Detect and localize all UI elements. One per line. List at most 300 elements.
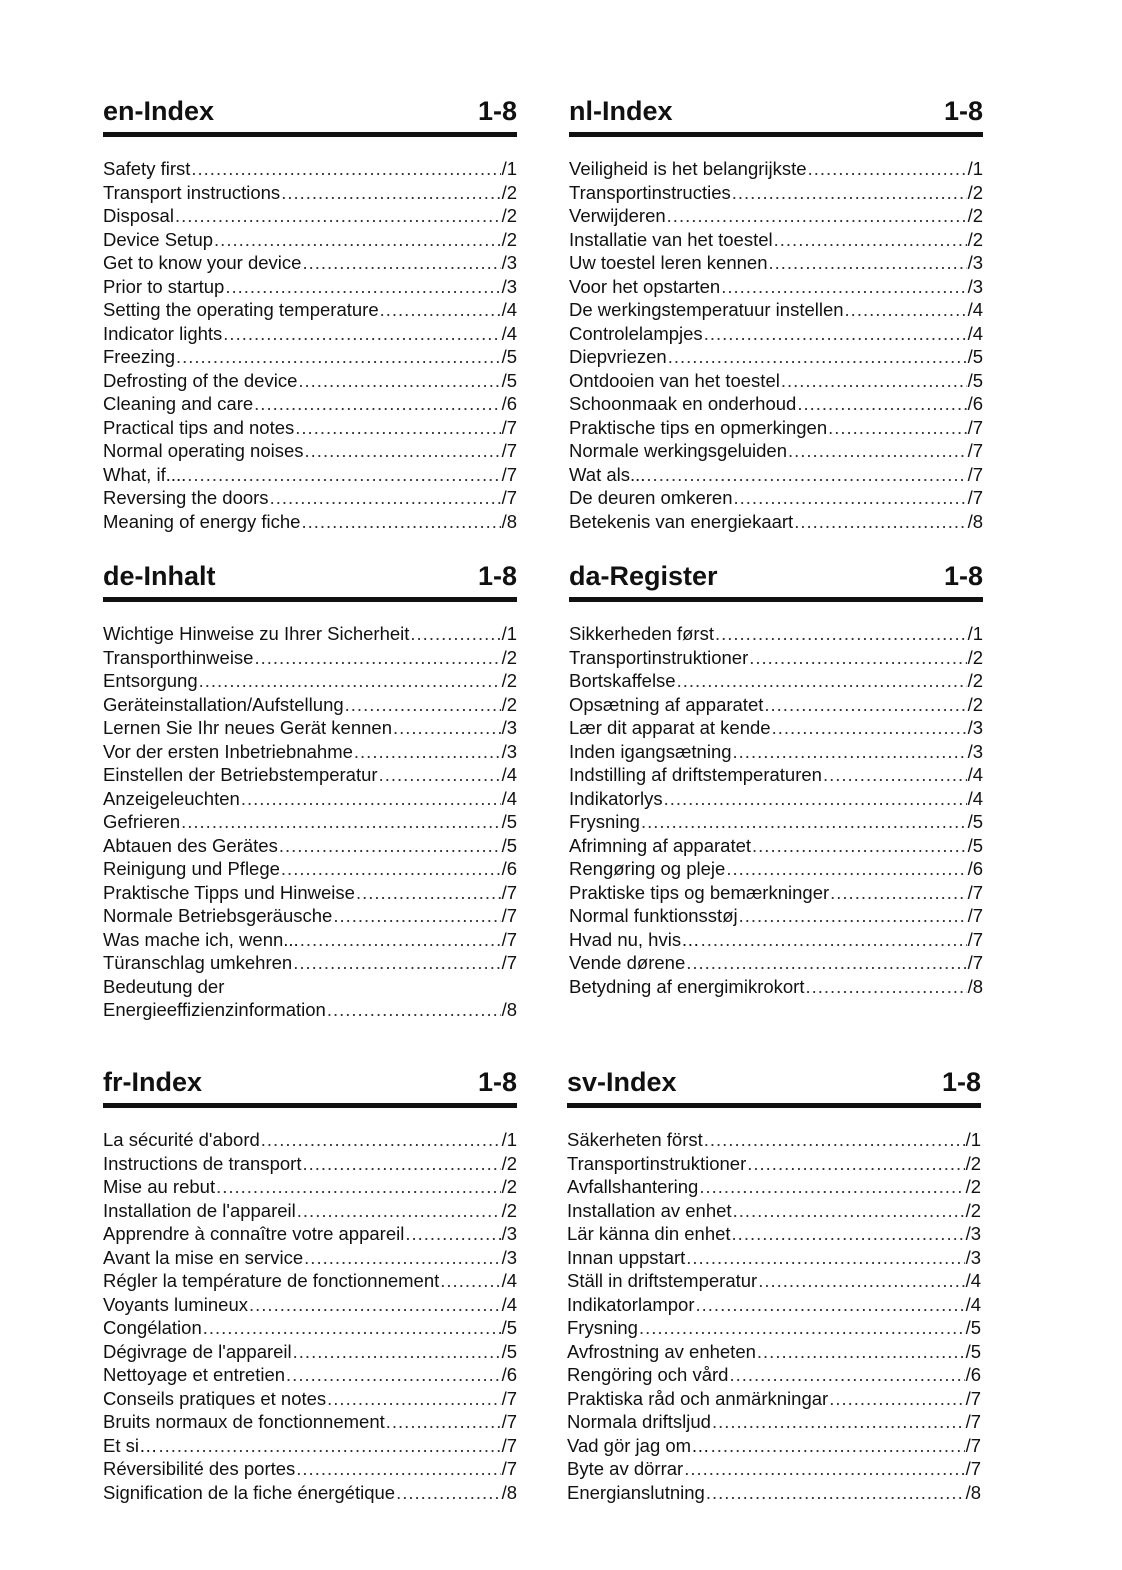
toc-entry-page: /7 <box>501 881 517 903</box>
dot-leader <box>805 975 966 999</box>
toc-entry-page: /3 <box>965 1223 981 1244</box>
dot-leader <box>281 181 500 205</box>
toc-entry-label: Türanschlag umkehren <box>103 952 293 973</box>
toc-entry-label: Indicator lights <box>103 322 223 344</box>
toc-entry <box>103 975 517 999</box>
toc-entry <box>103 204 517 228</box>
dot-leader <box>304 1246 500 1270</box>
toc-entry-label: Normale werkingsgeluiden <box>569 440 787 461</box>
dot-leader <box>249 1293 501 1317</box>
dot-leader <box>440 1269 500 1293</box>
toc-entry-label: Indikatorlys <box>569 787 663 809</box>
toc-entry-page: /4 <box>967 299 983 320</box>
toc-entry <box>569 416 983 440</box>
toc-entry-page: /8 <box>965 1481 981 1503</box>
toc-entry-label: Wat als... <box>569 463 646 485</box>
toc-entry <box>103 322 517 346</box>
toc-entry <box>103 1387 517 1411</box>
toc-list <box>569 622 983 998</box>
toc-entry-page: /2 <box>967 205 983 226</box>
toc-entry-page: /6 <box>501 1364 517 1385</box>
toc-entry-page: /8 <box>501 510 517 532</box>
dot-leader <box>396 1481 500 1505</box>
toc-entry <box>569 204 983 228</box>
dot-leader <box>712 1410 965 1434</box>
toc-section-sv <box>567 1067 981 1504</box>
toc-entry <box>103 622 517 646</box>
dot-leader <box>646 463 966 487</box>
toc-entry <box>103 881 517 905</box>
toc-entry-label: Ställ in driftstemperatur <box>567 1270 758 1291</box>
toc-entry-page: /4 <box>965 1293 981 1315</box>
toc-entry <box>567 1481 981 1505</box>
toc-entry <box>569 928 983 952</box>
toc-entry-page: /7 <box>967 952 983 973</box>
toc-entry-label: Cleaning and care <box>103 393 254 414</box>
toc-entry-page: /8 <box>967 510 983 532</box>
toc-entry-page: /7 <box>967 928 983 950</box>
toc-entry-page: /7 <box>967 440 983 461</box>
toc-entry <box>103 228 517 252</box>
toc-entry <box>569 881 983 905</box>
toc-entry-page: /7 <box>501 1387 517 1409</box>
dot-leader <box>828 416 966 440</box>
toc-entry-page: /6 <box>965 1364 981 1385</box>
toc-entry-label: Frysning <box>569 811 640 832</box>
toc-entry-page: /6 <box>967 858 983 879</box>
toc-entry-page: /5 <box>501 1317 517 1338</box>
dot-leader <box>293 1340 501 1364</box>
dot-leader <box>808 157 967 181</box>
dot-leader <box>704 1128 965 1152</box>
toc-entry <box>103 904 517 928</box>
toc-entry-page: /4 <box>967 322 983 344</box>
dot-leader <box>758 1269 964 1293</box>
dot-leader <box>345 693 501 717</box>
dot-leader <box>768 251 966 275</box>
toc-entry-page: /8 <box>501 1481 517 1503</box>
dot-leader <box>380 298 501 322</box>
toc-entry-page: /1 <box>965 1129 981 1150</box>
toc-entry <box>103 763 517 787</box>
dot-leader <box>696 1293 965 1317</box>
toc-entry-page: /2 <box>967 181 983 203</box>
dot-leader <box>254 392 500 416</box>
toc-entry <box>103 1128 517 1152</box>
toc-entry-label: Entsorgung <box>103 670 198 691</box>
toc-entry-label: Afrimning af apparatet <box>569 834 752 856</box>
toc-entry-page: /5 <box>501 346 517 367</box>
toc-entry-label: Reversing the doors <box>103 487 269 508</box>
dot-leader <box>158 1434 500 1458</box>
dot-leader <box>297 1199 501 1223</box>
section-header <box>103 561 517 602</box>
toc-entry <box>567 1457 981 1481</box>
dot-leader <box>223 322 500 346</box>
dot-leader <box>176 345 501 369</box>
toc-entry-label: Was mache ich, wenn... <box>103 928 299 950</box>
toc-entry-page: /4 <box>501 299 517 320</box>
toc-entry-label: Normal funktionsstøj <box>569 905 738 926</box>
dot-leader <box>279 834 501 858</box>
dot-leader <box>699 1175 964 1199</box>
toc-entry-page: /8 <box>967 975 983 997</box>
toc-entry <box>569 646 983 670</box>
toc-entry <box>569 298 983 322</box>
toc-entry <box>567 1128 981 1152</box>
toc-entry <box>569 975 983 999</box>
toc-entry-page: /2 <box>967 693 983 715</box>
toc-entry-label: Transportinstructies <box>569 181 731 203</box>
toc-entry <box>103 928 517 952</box>
toc-list <box>103 622 517 1022</box>
toc-entry <box>569 740 983 764</box>
dot-leader <box>175 204 501 228</box>
toc-entry-page: /3 <box>967 740 983 762</box>
toc-entry-label: Voor het opstarten <box>569 275 721 297</box>
dot-leader <box>327 998 501 1022</box>
toc-entry-page: /3 <box>501 1246 517 1268</box>
dot-leader <box>677 669 967 693</box>
toc-entry <box>569 810 983 834</box>
section-title: de-Inhalt <box>103 561 216 591</box>
toc-entry-label: Indikatorlampor <box>567 1293 695 1315</box>
toc-entry <box>569 181 983 205</box>
dot-leader <box>711 1434 965 1458</box>
toc-entry-label: Geräteinstallation/Aufstellung <box>103 693 344 715</box>
toc-entry <box>103 157 517 181</box>
toc-entry <box>103 345 517 369</box>
toc-entry-label: Setting the operating temperature <box>103 299 379 320</box>
toc-entry-label: Byte av dörrar <box>567 1458 684 1479</box>
toc-entry-page: /3 <box>967 275 983 297</box>
toc-entry <box>569 510 983 534</box>
toc-entry-page: /7 <box>967 487 983 508</box>
dot-leader <box>829 1387 964 1411</box>
dot-leader <box>302 251 500 275</box>
dot-leader <box>772 716 967 740</box>
dot-leader <box>757 1340 965 1364</box>
toc-section-nl <box>569 96 983 533</box>
toc-entry <box>569 693 983 717</box>
toc-entry-page: /6 <box>501 858 517 879</box>
dot-leader <box>639 1316 965 1340</box>
toc-entry-label: Réversibilité des portes <box>103 1458 296 1479</box>
toc-entry-page: /5 <box>501 834 517 856</box>
toc-entry-label: Nettoyage et entretien <box>103 1364 286 1385</box>
toc-entry-label: Veiligheid is het belangrijkste <box>569 158 807 179</box>
toc-entry <box>567 1293 981 1317</box>
dot-leader <box>686 951 966 975</box>
dot-leader <box>241 787 501 811</box>
toc-entry-label: Transportinstruktioner <box>569 646 749 668</box>
toc-entry-page: /2 <box>501 181 517 203</box>
toc-entry-page: /3 <box>967 252 983 273</box>
dot-leader <box>721 275 966 299</box>
toc-entry-label: Rengöring och vård <box>567 1364 729 1385</box>
toc-entry-label: Instructions de transport <box>103 1152 302 1174</box>
toc-entry <box>103 463 517 487</box>
toc-entry-label: Get to know your device <box>103 252 302 273</box>
toc-entry-label: Hvad nu, hvis… <box>569 928 700 950</box>
toc-entry-label: Innan uppstart <box>567 1246 686 1268</box>
dot-leader <box>732 1222 965 1246</box>
section-page-range: 1-8 <box>477 1067 517 1097</box>
dot-leader <box>295 416 500 440</box>
dot-leader <box>270 486 501 510</box>
dot-leader <box>298 369 500 393</box>
toc-entry-label: La sécurité d'abord <box>103 1129 260 1150</box>
dot-leader <box>354 740 501 764</box>
dot-leader <box>216 1175 500 1199</box>
toc-entry-label: Transporthinweise <box>103 646 254 668</box>
toc-entry-page: /4 <box>965 1270 981 1291</box>
toc-entry <box>103 693 517 717</box>
toc-entry <box>103 275 517 299</box>
section-header <box>569 96 983 137</box>
toc-entry-page: /7 <box>501 1458 517 1479</box>
toc-entry-label: Freezing <box>103 346 175 367</box>
toc-entry <box>567 1316 981 1340</box>
toc-entry-label: Bedeutung der <box>103 975 225 997</box>
toc-entry-page: /7 <box>501 928 517 950</box>
toc-entry <box>569 486 983 510</box>
toc-entry <box>103 740 517 764</box>
toc-section-en <box>103 96 517 533</box>
toc-entry <box>103 1199 517 1223</box>
toc-entry <box>103 369 517 393</box>
toc-entry-page: /7 <box>965 1411 981 1432</box>
toc-entry-label: De werkingstemperatuur instellen <box>569 299 844 320</box>
toc-entry-label: Normale Betriebsgeräusche <box>103 905 333 926</box>
toc-entry <box>569 251 983 275</box>
toc-entry <box>103 1293 517 1317</box>
section-page-range: 1-8 <box>943 96 983 126</box>
toc-entry <box>567 1269 981 1293</box>
section-header <box>567 1067 981 1108</box>
toc-entry-page: /3 <box>965 1246 981 1268</box>
toc-entry <box>569 951 983 975</box>
toc-section-da <box>569 561 983 998</box>
toc-entry <box>103 1222 517 1246</box>
dot-leader <box>794 510 966 534</box>
toc-entry-label: Mise au rebut <box>103 1176 216 1197</box>
toc-entry-page: /5 <box>967 834 983 856</box>
dot-leader <box>788 439 967 463</box>
toc-entry-page: /7 <box>501 487 517 508</box>
section-header <box>569 561 983 602</box>
toc-entry-page: /7 <box>967 905 983 926</box>
toc-entry-label: Indstilling af driftstemperaturen <box>569 764 822 785</box>
toc-entry <box>103 1410 517 1434</box>
toc-entry <box>103 998 517 1022</box>
dot-leader <box>254 646 500 670</box>
toc-entry-page: /4 <box>501 1270 517 1291</box>
toc-entry-page: /3 <box>501 252 517 273</box>
toc-entry <box>103 834 517 858</box>
toc-entry-page: /7 <box>967 881 983 903</box>
dot-leader <box>734 486 967 510</box>
toc-entry <box>567 1363 981 1387</box>
toc-entry-label: Betydning af energimikrokort <box>569 975 805 997</box>
toc-entry-label: Anzeigeleuchten <box>103 787 240 809</box>
toc-entry <box>569 463 983 487</box>
toc-entry-page: /2 <box>965 1199 981 1221</box>
toc-entry-page: /1 <box>501 623 517 644</box>
toc-entry <box>103 787 517 811</box>
toc-entry-page: /5 <box>501 1340 517 1362</box>
toc-entry-page: /7 <box>501 905 517 926</box>
toc-entry <box>569 369 983 393</box>
dot-leader <box>684 1457 964 1481</box>
dot-leader <box>845 298 967 322</box>
dot-leader <box>732 181 967 205</box>
toc-entry <box>103 439 517 463</box>
toc-entry-label: Praktiske tips og bemærkninger <box>569 881 830 903</box>
toc-entry-label: Congélation <box>103 1317 202 1338</box>
dot-leader <box>296 1457 500 1481</box>
toc-entry <box>103 486 517 510</box>
toc-entry <box>103 810 517 834</box>
toc-entry-label: Practical tips and notes <box>103 416 295 438</box>
toc-entry-page: /2 <box>501 228 517 250</box>
toc-entry-page: /7 <box>967 416 983 438</box>
dot-leader <box>356 881 501 905</box>
toc-entry <box>103 392 517 416</box>
dot-leader <box>706 1481 965 1505</box>
toc-entry-page: /7 <box>501 416 517 438</box>
toc-entry-page: /3 <box>501 1223 517 1244</box>
toc-entry-page: /7 <box>965 1434 981 1456</box>
toc-entry-page: /5 <box>965 1340 981 1362</box>
toc-entry-page: /7 <box>501 463 517 485</box>
toc-entry-label: Verwijderen <box>569 205 666 226</box>
toc-entry-label: Dégivrage de l'appareil <box>103 1340 292 1362</box>
section-title: da-Register <box>569 561 718 591</box>
toc-entry-label: Avant la mise en service <box>103 1246 304 1268</box>
toc-entry <box>103 857 517 881</box>
toc-entry-label: Betekenis van energiekaart <box>569 510 794 532</box>
toc-entry-label: Energieeffizienzinformation <box>103 999 326 1020</box>
toc-entry <box>567 1340 981 1364</box>
toc-entry-label: Rengøring og pleje <box>569 858 726 879</box>
toc-entry-label: Safety first <box>103 158 191 179</box>
toc-entry <box>569 392 983 416</box>
toc-entry <box>567 1410 981 1434</box>
toc-entry-label: Apprendre à connaître votre appareil <box>103 1223 405 1244</box>
toc-list <box>103 157 517 533</box>
dot-leader <box>300 928 501 952</box>
toc-entry <box>569 716 983 740</box>
toc-list <box>103 1128 517 1504</box>
dot-leader <box>739 904 967 928</box>
toc-entry <box>569 622 983 646</box>
toc-entry-page: /8 <box>501 999 517 1020</box>
toc-entry-page: /2 <box>967 646 983 668</box>
toc-entry-label: Energianslutning <box>567 1481 705 1503</box>
toc-entry <box>569 834 983 858</box>
toc-entry-label: Normala driftsljud <box>567 1411 711 1432</box>
section-title: en-Index <box>103 96 215 126</box>
toc-entry-page: /2 <box>501 1152 517 1174</box>
dot-leader <box>187 463 500 487</box>
dot-leader <box>293 951 500 975</box>
toc-entry-page: /1 <box>967 158 983 179</box>
dot-leader <box>668 345 967 369</box>
toc-entry-label: Avfrostning av enheten <box>567 1340 756 1362</box>
dot-leader <box>686 1246 964 1270</box>
toc-entry-page: /2 <box>501 1176 517 1197</box>
toc-entry-label: Device Setup <box>103 228 214 250</box>
toc-list <box>569 157 983 533</box>
dot-leader <box>781 369 967 393</box>
toc-entry-page: /1 <box>967 623 983 644</box>
toc-entry-label: Säkerheten först <box>567 1129 703 1150</box>
section-page-range: 1-8 <box>943 561 983 591</box>
dot-leader <box>305 439 501 463</box>
toc-entry-page: /1 <box>501 158 517 179</box>
toc-entry-label: Vad gör jag om… <box>567 1434 710 1456</box>
dot-leader <box>830 881 966 905</box>
toc-entry <box>103 951 517 975</box>
toc-entry-label: Praktiska råd och anmärkningar <box>567 1387 829 1409</box>
toc-entry-label: Lær dit apparat at kende <box>569 717 771 738</box>
dot-leader <box>225 275 500 299</box>
toc-entry <box>569 322 983 346</box>
toc-entry-page: /2 <box>501 670 517 691</box>
dot-leader <box>191 157 500 181</box>
toc-section-fr <box>103 1067 517 1504</box>
toc-entry-page: /5 <box>967 346 983 367</box>
toc-entry-page: /6 <box>501 393 517 414</box>
toc-entry <box>569 857 983 881</box>
toc-entry <box>103 181 517 205</box>
dot-leader <box>301 510 500 534</box>
toc-entry-label: Defrosting of the device <box>103 369 298 391</box>
toc-entry <box>569 669 983 693</box>
toc-entry <box>569 345 983 369</box>
toc-entry-page: /4 <box>967 764 983 785</box>
toc-entry-label: Lernen Sie Ihr neues Gerät kennen <box>103 717 392 738</box>
toc-entry-page: /2 <box>501 1199 517 1221</box>
toc-entry-page: /2 <box>967 228 983 250</box>
toc-entry <box>103 1152 517 1176</box>
toc-entry <box>569 763 983 787</box>
toc-entry-label: Installation de l'appareil <box>103 1199 296 1221</box>
dot-leader <box>729 1363 964 1387</box>
toc-entry-page: /2 <box>967 670 983 691</box>
dot-leader <box>261 1128 501 1152</box>
toc-entry-page: /5 <box>967 811 983 832</box>
dot-leader <box>333 904 500 928</box>
dot-leader <box>733 740 967 764</box>
toc-entry-label: Opsætning af apparatet <box>569 693 764 715</box>
dot-leader <box>701 928 967 952</box>
toc-entry <box>103 1246 517 1270</box>
dot-leader <box>641 810 967 834</box>
toc-entry-label: Gefrieren <box>103 811 181 832</box>
dot-leader <box>733 1199 965 1223</box>
toc-entry-label: Abtauen des Gerätes <box>103 834 278 856</box>
toc-list <box>567 1128 981 1504</box>
toc-entry <box>567 1434 981 1458</box>
toc-entry-label: Voyants lumineux <box>103 1293 249 1315</box>
toc-entry <box>103 416 517 440</box>
toc-entry-label: What, if.... <box>103 463 187 485</box>
toc-entry <box>103 1175 517 1199</box>
toc-entry-page: /5 <box>967 369 983 391</box>
toc-entry-label: Conseils pratiques et notes <box>103 1387 327 1409</box>
